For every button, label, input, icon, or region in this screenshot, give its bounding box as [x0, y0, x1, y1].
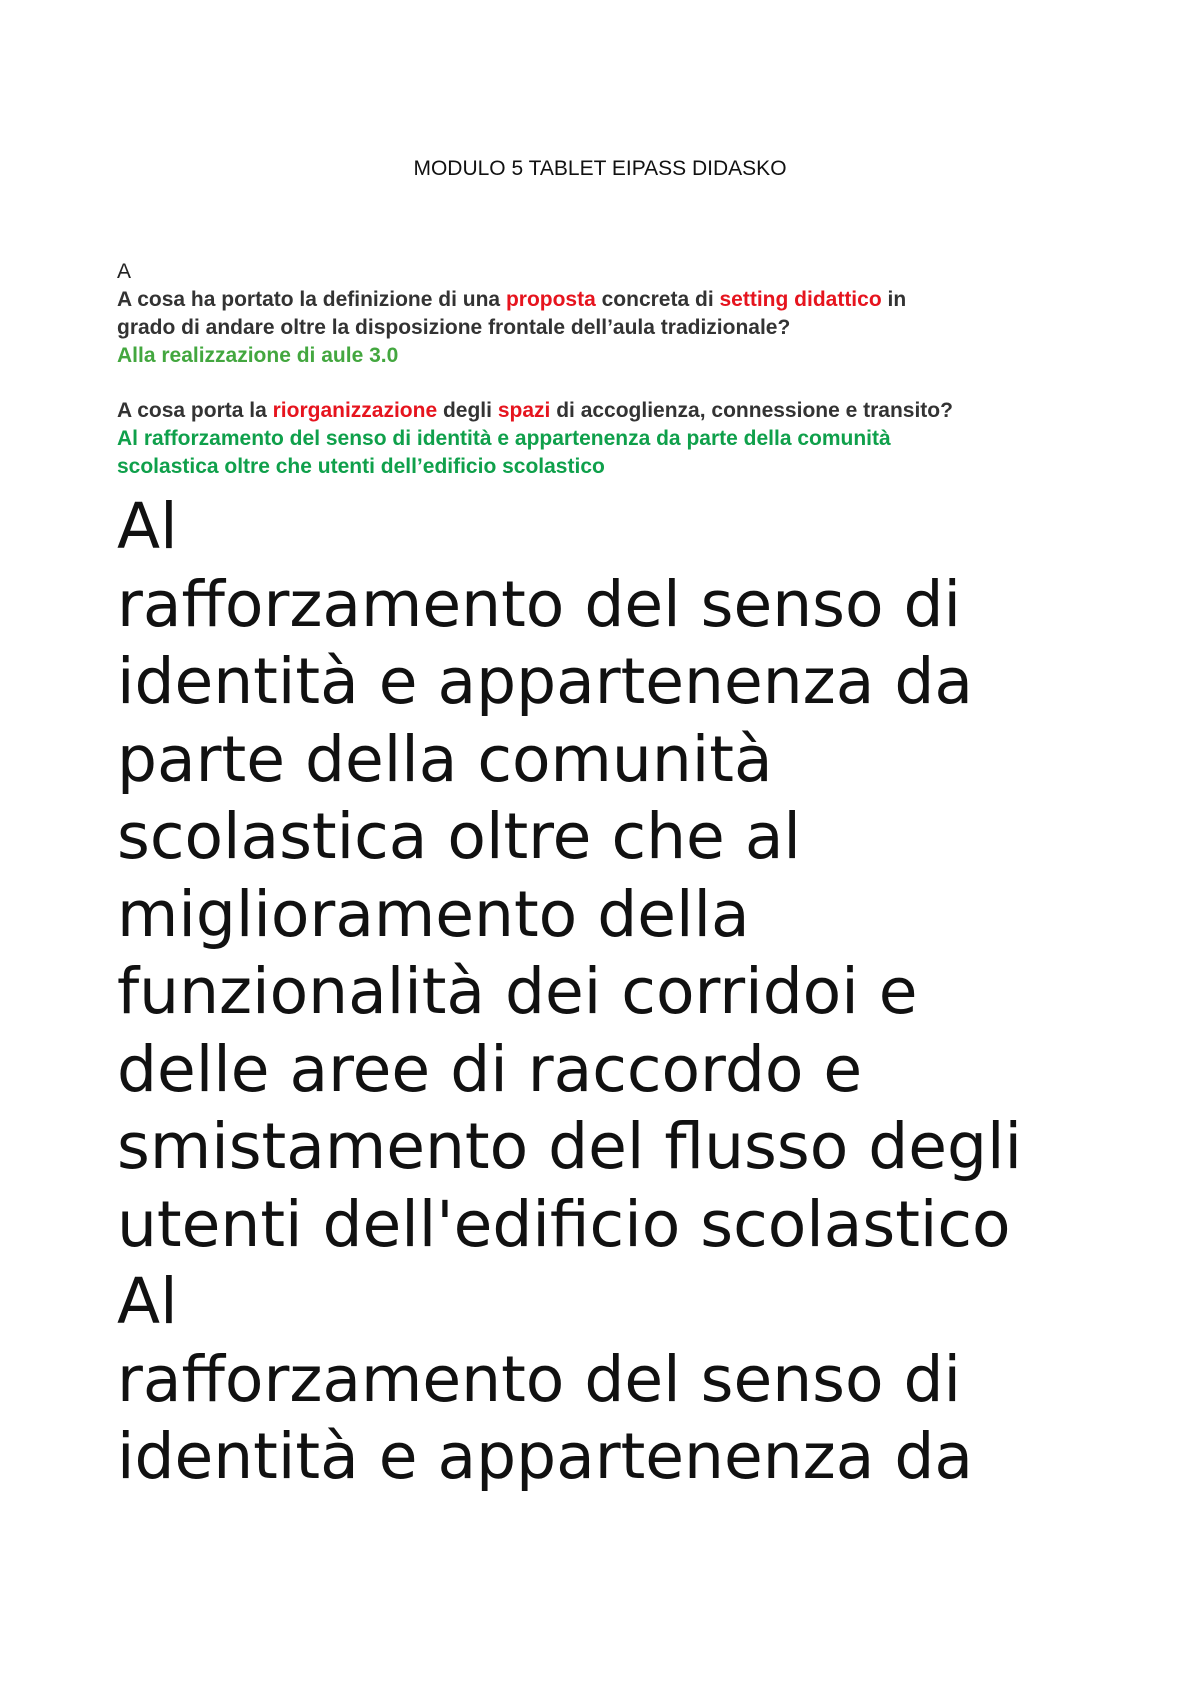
- question-1-text-b: concreta di: [595, 288, 720, 311]
- question-2-block: [117, 397, 1117, 481]
- question-2-text-b: degli: [437, 399, 498, 422]
- large-text-line: funzionalità dei corridoi e: [117, 955, 918, 1028]
- answer-1: Alla realizzazione di aule 3.0: [117, 344, 399, 367]
- large-text-line: smistamento del flusso degli: [117, 1110, 1023, 1183]
- question-1-line-2: grado di andare oltre la disposizione frontale dell’aula tradizionale?: [117, 316, 791, 339]
- question-2-line: [117, 397, 1117, 425]
- question-2-keyword-riorganizzazione: riorganizzazione: [272, 399, 438, 422]
- page-title: MODULO 5 TABLET EIPASS DIDASKO: [413, 157, 787, 180]
- large-text-line: rafforzamento del senso di: [117, 1342, 962, 1416]
- large-text-line: miglioramento della: [117, 877, 750, 951]
- question-1-keyword-proposta: proposta: [505, 288, 596, 311]
- large-text-line: scolastica oltre che al: [117, 800, 801, 873]
- question-1-line-1: [117, 286, 1117, 314]
- question-1-keyword-setting: setting didattico: [719, 288, 882, 311]
- large-text-block: [117, 488, 1177, 1496]
- answer-2-line-1: Al rafforzamento del senso di identità e appartenenza da parte della comunità: [117, 427, 891, 450]
- large-text-line: Al: [117, 1265, 178, 1338]
- question-2-text-c: di accoglienza, connessione e transito?: [550, 399, 953, 422]
- large-text-line: utenti dell'edificio scolastico: [117, 1187, 1011, 1261]
- question-2-text-a: A cosa porta la: [117, 399, 273, 422]
- large-text-line: delle aree di raccordo e: [117, 1032, 863, 1106]
- large-text-line: identità e appartenenza da: [117, 1420, 973, 1493]
- question-1-text-c: in: [881, 288, 907, 311]
- large-text-line: rafforzamento del senso di: [117, 567, 962, 641]
- question-2-keyword-spazi: spazi: [497, 399, 551, 422]
- section-a: [117, 258, 1117, 370]
- large-text-line: identità e appartenenza da: [117, 645, 973, 718]
- large-text-line: Al: [117, 490, 178, 563]
- answer-2-line-2: scolastica oltre che utenti dell’edificio scolastico: [117, 455, 605, 478]
- section-letter: A: [117, 260, 132, 283]
- large-text-line: parte della comunità: [117, 722, 773, 796]
- question-1-text-a: A cosa ha portato la definizione di una: [117, 288, 506, 311]
